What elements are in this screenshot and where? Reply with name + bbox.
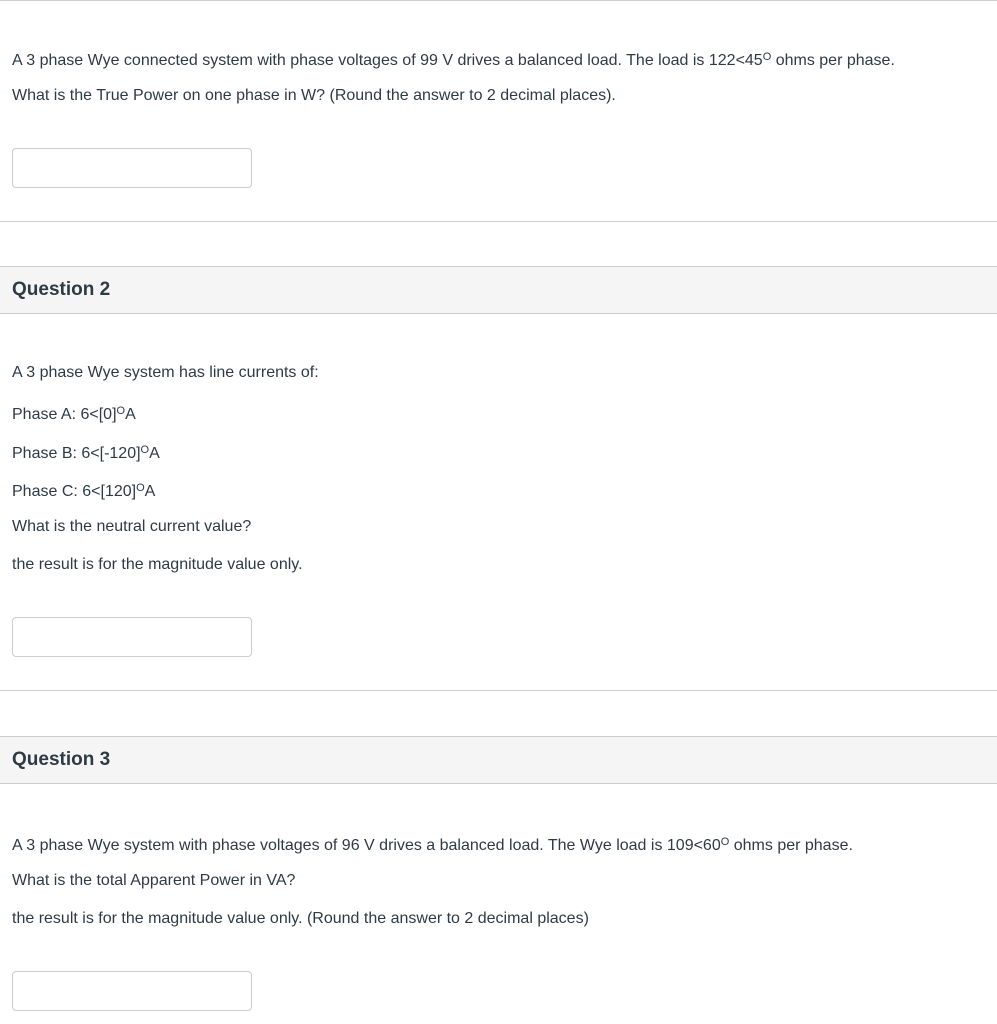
question-2-header: [0, 266, 997, 314]
q1-text-line-2: What is the True Power on one phase in W? (Round the answer to 2 decimal places).: [12, 87, 616, 104]
q3-line1-suffix: ohms per phase.: [729, 837, 853, 854]
q1-answer-input[interactable]: [12, 148, 252, 188]
question-3-header: [0, 736, 997, 784]
q3-answer-input[interactable]: [12, 971, 252, 1011]
q2-answer-input[interactable]: [12, 617, 252, 657]
q2-phase-c: [12, 478, 155, 502]
q2-phase-a: [12, 401, 136, 425]
divider: [0, 221, 997, 222]
degree-symbol: O: [140, 444, 150, 456]
q3-text-line-1: [12, 832, 853, 856]
question-3-title: Question 3: [12, 749, 111, 770]
divider: [0, 0, 997, 1]
q2-note: the result is for the magnitude value only.: [12, 556, 303, 573]
divider: [0, 690, 997, 691]
question-2-title: Question 2: [12, 279, 111, 300]
q1-text-line-1: [12, 47, 895, 71]
q2-intro: A 3 phase Wye system has line currents of:: [12, 364, 319, 381]
q2-ask: What is the neutral current value?: [12, 518, 252, 535]
q2-phase-b: [12, 440, 160, 464]
degree-symbol: O: [720, 836, 730, 848]
degree-symbol: O: [116, 405, 126, 417]
phase-a-unit: A: [125, 406, 136, 423]
degree-symbol: O: [762, 51, 772, 63]
q1-line1-suffix: ohms per phase.: [771, 52, 895, 69]
degree-symbol: O: [136, 482, 145, 494]
phase-c-unit: A: [144, 483, 156, 500]
phase-a-text: Phase A: 6<[0]: [12, 406, 117, 423]
phase-b-unit: A: [149, 445, 160, 462]
q1-line1-text: A 3 phase Wye connected system with phase voltages of 99 V drives a balanced load. The load is 122<45: [12, 52, 763, 69]
q3-text-line-3: the result is for the magnitude value only. (Round the answer to 2 decimal places): [12, 910, 589, 927]
phase-b-text: Phase B: 6<[-120]: [12, 445, 141, 462]
phase-c-text: Phase C: 6<[120]: [12, 483, 137, 500]
q3-text-line-2: What is the total Apparent Power in VA?: [12, 872, 296, 889]
q3-line1-text: A 3 phase Wye system with phase voltages of 96 V drives a balanced load. The Wye load is 109<60: [12, 837, 721, 854]
